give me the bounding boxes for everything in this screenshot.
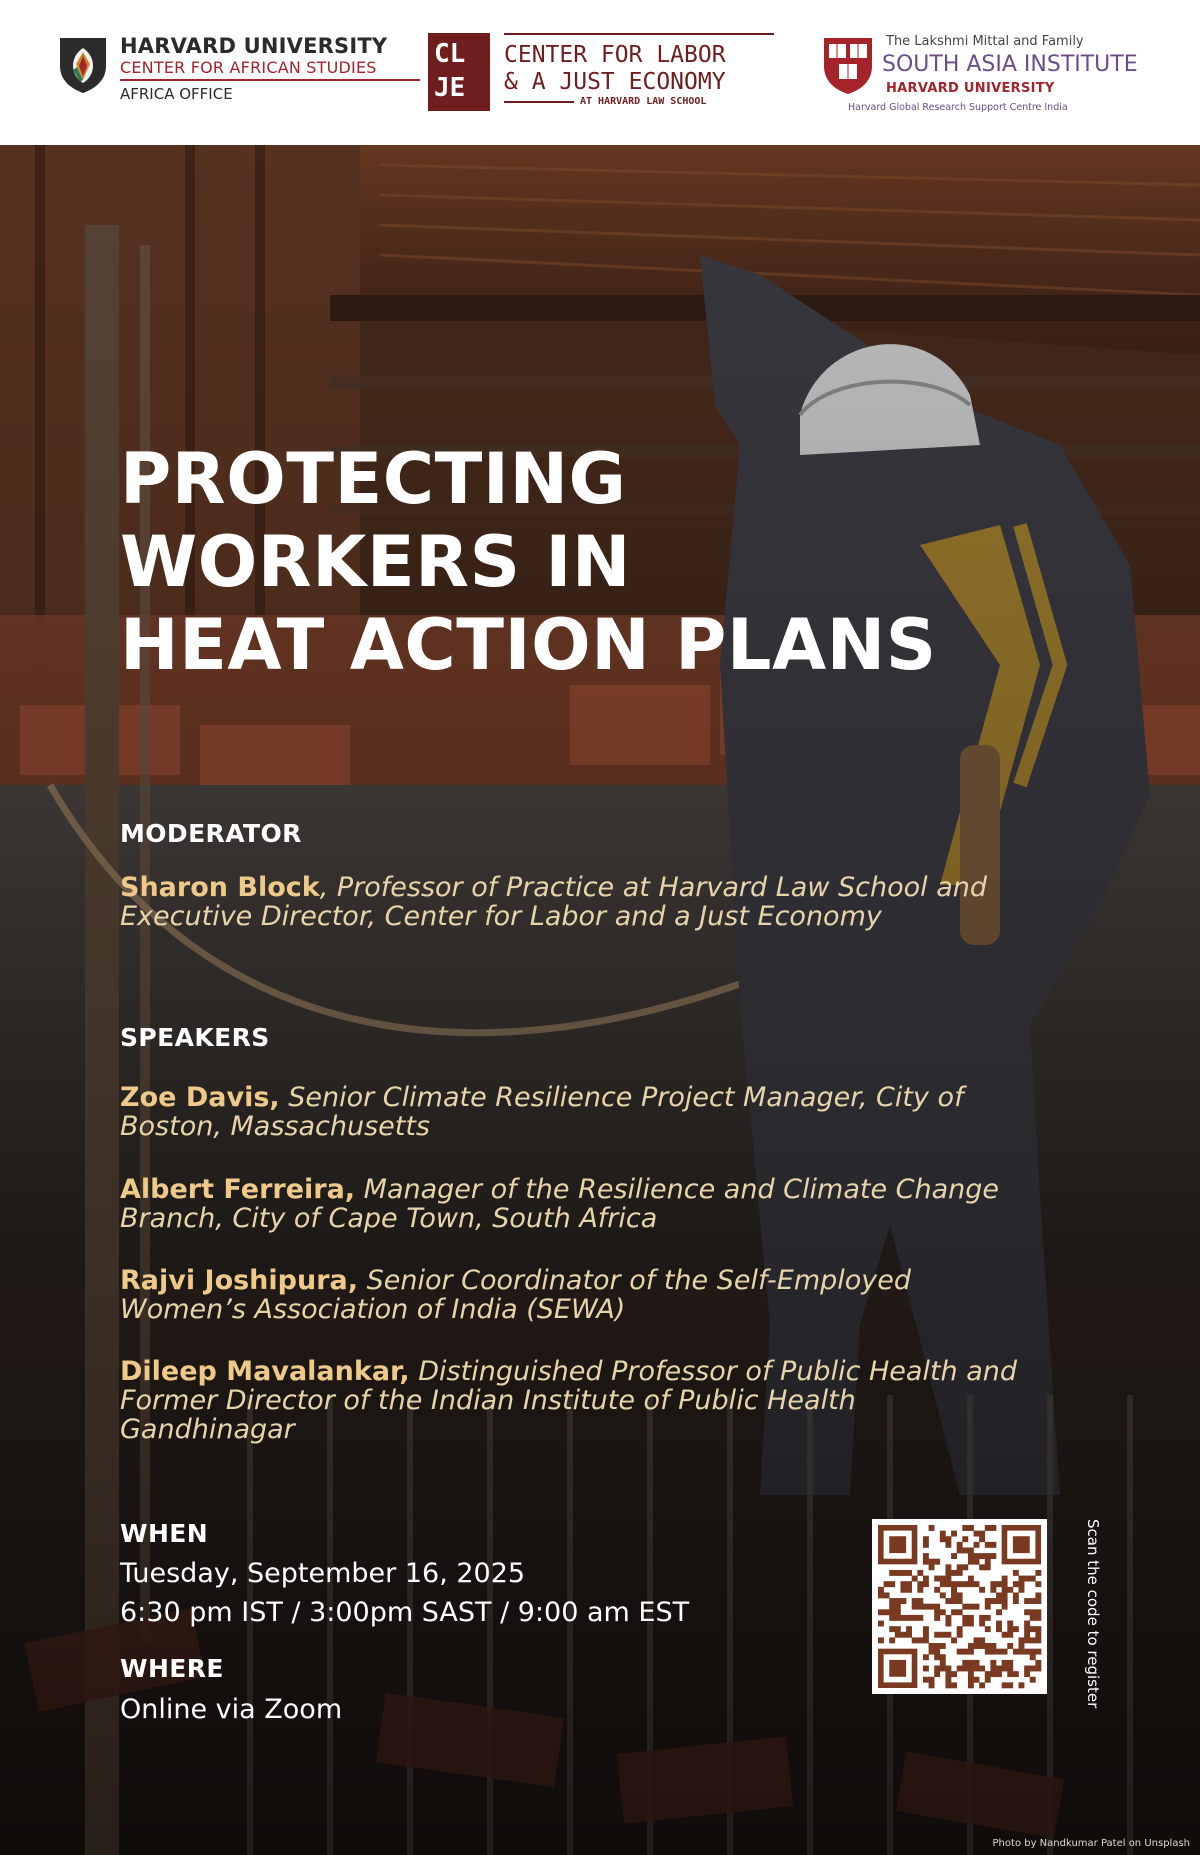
- speaker-name: Dileep Mavalankar,: [120, 1356, 410, 1387]
- speaker-name: Rajvi Joshipura,: [120, 1265, 359, 1296]
- where-heading: WHERE: [120, 1654, 224, 1683]
- clje-line-2: & A JUST ECONOMY: [504, 69, 726, 95]
- photo-credit: Photo by Nandkumar Patel on Unsplash: [992, 1838, 1190, 1849]
- clje-mark-bottom: JE: [434, 73, 466, 103]
- speaker-entry: [120, 1266, 1020, 1324]
- speaker-name: Albert Ferreira,: [120, 1174, 356, 1205]
- speaker-role: Manager of the Resilience and Climate Change Branch, City of Cape Town, South Africa: [120, 1174, 1000, 1234]
- clje-mark-top: CL: [434, 39, 466, 69]
- speaker-entry: [120, 1175, 1020, 1233]
- title-line-3: HEAT ACTION PLANS: [120, 604, 937, 686]
- logo-line-university: HARVARD UNIVERSITY: [120, 34, 388, 58]
- clje-line-3: AT HARVARD LAW SCHOOL: [580, 96, 707, 107]
- speaker-entry: [120, 1357, 1020, 1444]
- event-time: 6:30 pm IST / 3:00pm SAST / 9:00 am EST: [120, 1597, 690, 1628]
- event-title: [120, 438, 937, 687]
- logo-line-office: AFRICA OFFICE: [120, 85, 233, 103]
- sai-line-university: HARVARD UNIVERSITY: [886, 81, 1055, 96]
- title-line-2: WORKERS IN: [120, 521, 631, 603]
- sai-line-name: SOUTH ASIA INSTITUTE: [882, 52, 1138, 77]
- title-line-1: PROTECTING: [120, 438, 627, 520]
- speaker-name: Zoe Davis,: [120, 1082, 280, 1113]
- speaker-role: Senior Climate Resilience Project Manager, City of Boston, Massachusetts: [120, 1082, 964, 1142]
- sai-line-centre: Harvard Global Research Support Centre India: [848, 102, 1068, 113]
- when-heading: WHEN: [120, 1519, 209, 1548]
- event-date: Tuesday, September 16, 2025: [120, 1558, 526, 1589]
- logo-line-center: CENTER FOR AFRICAN STUDIES: [120, 58, 377, 77]
- qr-caption-text: Scan the code to register: [1084, 1519, 1102, 1709]
- moderator-heading: MODERATOR: [120, 819, 302, 848]
- sai-line-donor: The Lakshmi Mittal and Family: [886, 34, 1084, 49]
- event-location: Online via Zoom: [120, 1694, 343, 1725]
- speaker-role: Distinguished Professor of Public Health and Former Director of the Indian Institute of Public Health Gandhinagar: [120, 1356, 1018, 1445]
- qr-caption: [1078, 1519, 1108, 1729]
- speakers-heading: SPEAKERS: [120, 1023, 270, 1052]
- moderator-entry: [120, 873, 1020, 931]
- speaker-role: Senior Coordinator of the Self-Employed Women’s Association of India (SEWA): [120, 1265, 912, 1325]
- moderator-role: , Professor of Practice at Harvard Law School and Executive Director, Center for Labor and a Just Economy: [120, 872, 988, 932]
- moderator-name: Sharon Block: [120, 872, 320, 903]
- registration-qr-code[interactable]: [872, 1519, 1047, 1694]
- qr-code-icon: [872, 1519, 1047, 1694]
- clje-line-1: CENTER FOR LABOR: [504, 42, 726, 68]
- speaker-entry: [120, 1083, 1020, 1141]
